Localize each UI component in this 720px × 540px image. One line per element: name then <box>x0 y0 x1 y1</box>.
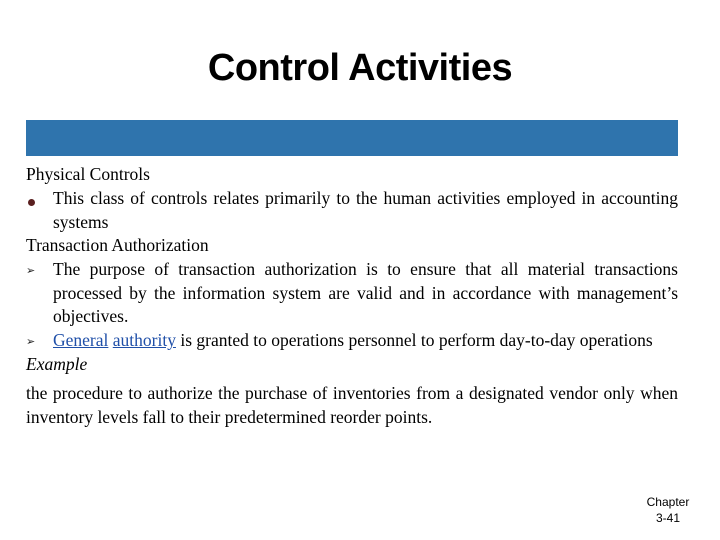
general-link[interactable]: General <box>53 330 109 350</box>
slide-title: Control Activities <box>207 47 513 89</box>
example-text: the procedure to authorize the purchase of inventories from a designated vendor only when inventory levels fall to their predetermined reorder points. <box>26 383 678 427</box>
physical-controls-bullet <box>26 187 678 234</box>
slide-body <box>26 163 678 429</box>
general-authority-bullet <box>26 329 678 353</box>
authorization-purpose-text: The purpose of transaction authorization is to ensure that all material transactions processed by the information system are valid and in accordance with management’s objectives. <box>53 259 678 326</box>
arrow-bullet-icon: ➢ <box>26 264 36 277</box>
chapter-label: Chapter <box>646 495 690 509</box>
page-number: 3-41 <box>655 511 681 525</box>
authorization-purpose-bullet <box>26 258 678 329</box>
chapter-footer <box>634 494 702 526</box>
arrow-bullet-icon: ➢ <box>26 335 36 348</box>
physical-controls-heading: Physical Controls <box>26 164 150 184</box>
title-accent-bar <box>26 120 678 156</box>
general-authority-text: is granted to operations personnel to perform day-to-day operations <box>175 330 653 350</box>
round-bullet-icon <box>28 199 35 206</box>
transaction-authorization-heading: Transaction Authorization <box>26 235 209 255</box>
example-label: Example <box>26 353 88 374</box>
authority-link[interactable]: authority <box>112 330 176 350</box>
physical-controls-text: This class of controls relates primarily to the human activities employed in accounting systems <box>53 188 678 232</box>
